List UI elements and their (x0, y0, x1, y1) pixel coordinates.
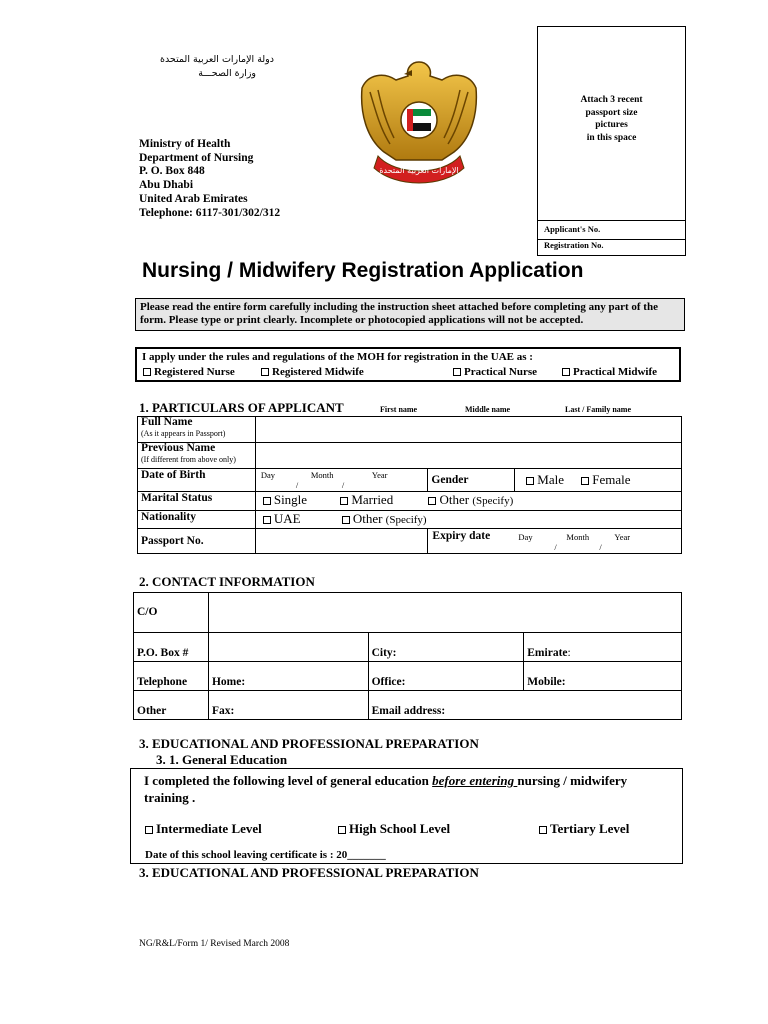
education-statement: I completed the following level of general education before entering nursing / midwifery training . (144, 773, 628, 805)
option-high-school-level[interactable]: High School Level (338, 821, 450, 837)
checkbox-icon[interactable] (143, 368, 151, 376)
country: United Arab Emirates (139, 192, 248, 205)
co-label: C/O (134, 593, 209, 633)
option-male[interactable]: Male (526, 472, 564, 487)
table-row (138, 492, 682, 511)
apply-statement: I apply under the rules and regulations of the MOH for registration in the UAE as : (142, 351, 533, 363)
section1-heading: 1. PARTICULARS OF APPLICANT (139, 400, 344, 415)
checkbox-icon[interactable] (263, 497, 271, 505)
marital-options (255, 492, 681, 511)
page-title: Nursing / Midwifery Registration Application (142, 259, 584, 282)
photo-attach-box[interactable] (537, 26, 686, 256)
section2-heading: 2. CONTACT INFORMATION (139, 574, 315, 589)
expiry-date-field[interactable]: Expiry date Day Month Year / / (428, 529, 682, 554)
table-row (134, 662, 682, 691)
checkbox-icon[interactable] (539, 826, 547, 834)
checkbox-icon[interactable] (342, 516, 350, 524)
form-footer: NG/R&L/Form 1/ Revised March 2008 (139, 939, 290, 949)
col-first-name: First name (380, 405, 418, 414)
table-row (138, 529, 682, 554)
option-uae[interactable]: UAE (263, 511, 301, 526)
checkbox-icon[interactable] (526, 477, 534, 485)
checkbox-icon[interactable] (263, 516, 271, 524)
full-name-label: Full Name (As it appears in Passport) (138, 417, 256, 443)
falcon-emblem-icon (356, 52, 482, 188)
option-female[interactable]: Female (581, 472, 630, 487)
ministry-address (139, 138, 339, 220)
passport-input[interactable] (255, 529, 428, 554)
dob-input[interactable]: Day Month Year / / (255, 469, 428, 492)
table-row (134, 593, 682, 633)
pobox-input[interactable] (208, 633, 368, 662)
leaving-certificate-date[interactable]: Date of this school leaving certificate is : 20_______ (145, 849, 386, 861)
mobile-field[interactable]: Mobile: (524, 662, 682, 691)
photo-instructions: Attach 3 recent passport size pictures in this space (580, 95, 643, 143)
table-row (138, 511, 682, 529)
co-input[interactable] (208, 593, 681, 633)
nationality-label: Nationality (138, 511, 256, 529)
home-phone-field[interactable]: Home: (208, 662, 368, 691)
previous-name-label: Previous Name (If different from above only) (138, 443, 256, 469)
instructions-notice: Please read the entire form carefully including the instruction sheet attached before completing any part of the form. Please type or print clearly. Incomplete or photocopied applications will not be accepted. (135, 298, 685, 331)
arabic-ministry-name: وزارة الصحـــة (198, 68, 256, 79)
section3-heading: 3. EDUCATIONAL AND PROFESSIONAL PREPARATION (139, 736, 479, 751)
marital-status-label: Marital Status (138, 492, 256, 511)
option-tertiary-level[interactable]: Tertiary Level (539, 821, 629, 837)
po-box: P. O. Box 848 (139, 165, 205, 178)
arabic-country-name: دولة الإمارات العربية المتحدة (159, 54, 274, 65)
ministry-name: Ministry of Health (139, 138, 231, 150)
city-field[interactable]: City: (368, 633, 524, 662)
checkbox-icon[interactable] (453, 368, 461, 376)
particulars-table (137, 416, 682, 554)
contact-table (133, 592, 682, 720)
gender-options (515, 469, 682, 492)
office-phone-field[interactable]: Office: (368, 662, 524, 691)
checkbox-icon[interactable] (338, 826, 346, 834)
city: Abu Dhabi (139, 179, 194, 192)
uae-emblem (356, 52, 482, 188)
option-registered-midwife[interactable]: Registered Midwife (261, 366, 364, 378)
option-single[interactable]: Single (263, 492, 307, 507)
telephone: Telephone: 6117-301/302/312 (139, 206, 281, 219)
previous-name-input[interactable] (255, 443, 681, 469)
option-practical-midwife[interactable]: Practical Midwife (562, 366, 657, 378)
col-middle-name: Middle name (465, 405, 511, 414)
department-name: Department of Nursing (139, 151, 254, 164)
general-education-box (130, 768, 683, 864)
dob-label: Date of Birth (138, 469, 256, 492)
option-practical-nurse[interactable]: Practical Nurse (453, 366, 537, 378)
nationality-options (255, 511, 681, 529)
table-row (138, 469, 682, 492)
checkbox-icon[interactable] (145, 826, 153, 834)
section3-subheading: 3. 1. General Education (156, 752, 288, 767)
table-row (138, 417, 682, 443)
other-label: Other (134, 691, 209, 720)
applicant-no-field[interactable]: Applicant's No. (538, 220, 685, 240)
emblem-label: الإمارات العربية المتحدة (379, 166, 459, 175)
table-row (138, 443, 682, 469)
section3-heading-repeat: 3. EDUCATIONAL AND PROFESSIONAL PREPARATION (139, 865, 479, 880)
option-other-marital[interactable]: Other (Specify) (428, 492, 513, 507)
checkbox-icon[interactable] (581, 477, 589, 485)
emirate-field[interactable]: Emirate: (524, 633, 682, 662)
option-intermediate-level[interactable]: Intermediate Level (145, 821, 262, 837)
table-row (134, 633, 682, 662)
col-last-name: Last / Family name (565, 405, 631, 414)
checkbox-icon[interactable] (562, 368, 570, 376)
table-row (134, 691, 682, 720)
pobox-label: P.O. Box # (134, 633, 209, 662)
checkbox-icon[interactable] (428, 497, 436, 505)
passport-label: Passport No. (138, 529, 256, 554)
fax-field[interactable]: Fax: (208, 691, 368, 720)
checkbox-icon[interactable] (261, 368, 269, 376)
registration-type-box (135, 347, 681, 382)
gender-label: Gender (428, 469, 515, 492)
checkbox-icon[interactable] (340, 497, 348, 505)
option-married[interactable]: Married (340, 492, 393, 507)
registration-no-field[interactable]: Registration No. (544, 240, 604, 250)
option-other-nationality[interactable]: Other (Specify) (342, 511, 427, 526)
full-name-input[interactable] (255, 417, 681, 443)
telephone-label: Telephone (134, 662, 209, 691)
email-field[interactable]: Email address: (368, 691, 681, 720)
option-registered-nurse[interactable]: Registered Nurse (143, 366, 235, 378)
